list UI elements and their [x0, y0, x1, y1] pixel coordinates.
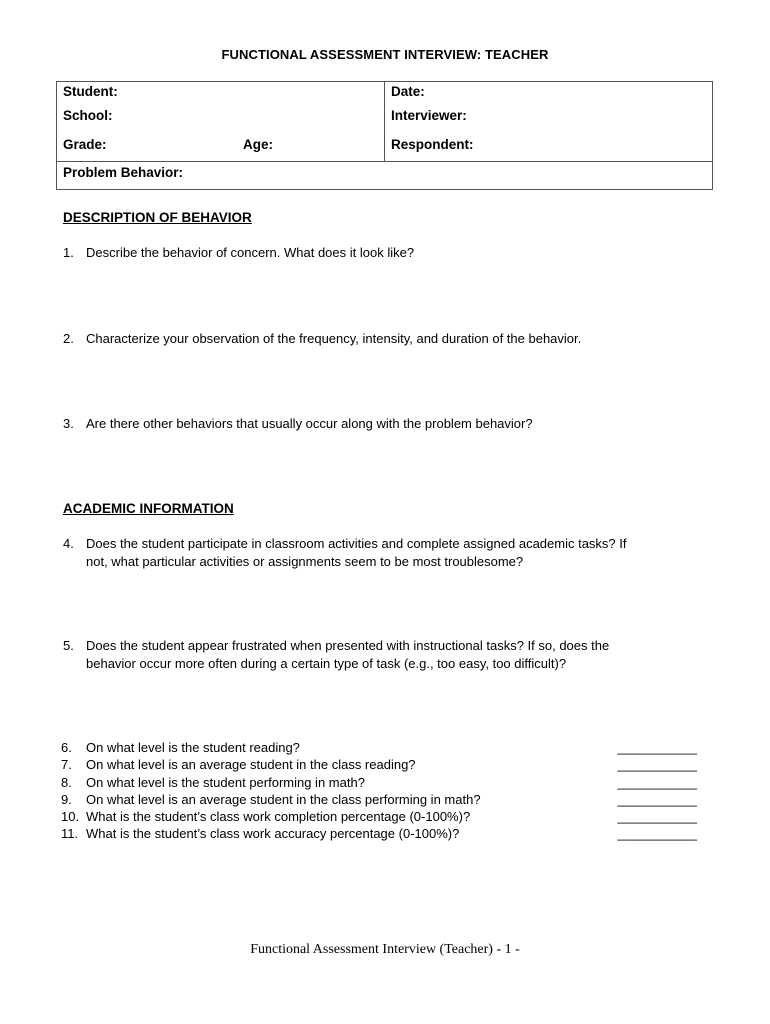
question-item	[63, 415, 703, 433]
short-question-row	[61, 739, 711, 756]
question-text: On what level is an average student in the class performing in math?	[86, 791, 481, 807]
interviewer-field-label: Interviewer:	[391, 108, 467, 123]
page-footer: Functional Assessment Interview (Teacher) - 1 -	[250, 942, 520, 957]
question-number: 5.	[63, 638, 74, 653]
answer-blank-line[interactable]: ___________	[617, 809, 697, 825]
question-text: Characterize your observation of the frequency, intensity, and duration of the behavior.	[86, 331, 582, 346]
question-text: Does the student appear frustrated when presented with instructional tasks? If so, does the	[86, 638, 610, 653]
question-text: Are there other behaviors that usually occur along with the problem behavior?	[86, 416, 533, 431]
answer-blank-line[interactable]: ___________	[617, 757, 697, 773]
student-field-label: Student:	[63, 84, 118, 99]
table-divider-horizontal	[57, 161, 712, 162]
age-field-label: Age:	[243, 137, 273, 152]
question-text-continued: not, what particular activities or assignments seem to be most troublesome?	[86, 554, 524, 569]
short-question-row	[61, 791, 711, 808]
question-number: 6.	[61, 740, 72, 755]
academic-section-heading: ACADEMIC INFORMATION	[63, 501, 234, 516]
date-field-label: Date:	[391, 84, 425, 99]
question-text: What is the student’s class work completion percentage (0-100%)?	[86, 809, 471, 825]
question-text-continued: behavior occur more often during a certain type of task (e.g., too easy, too difficult)?	[86, 656, 567, 671]
question-text: Describe the behavior of concern. What does it look like?	[86, 245, 415, 260]
question-number: 4.	[63, 536, 74, 551]
answer-blank-line[interactable]: ___________	[617, 774, 697, 790]
question-number: 10.	[61, 809, 80, 825]
question-text: What is the student’s class work accuracy percentage (0-100%)?	[86, 826, 460, 842]
question-item	[63, 330, 703, 348]
question-text: Does the student participate in classroom activities and complete assigned academic tasks? If	[86, 536, 627, 551]
question-number: 2.	[63, 331, 74, 346]
short-question-row	[61, 756, 711, 773]
question-item	[63, 535, 703, 571]
question-text: On what level is the student reading?	[86, 740, 300, 755]
respondent-field-label: Respondent:	[391, 137, 474, 152]
question-number: 8.	[61, 774, 72, 790]
question-number: 7.	[61, 757, 72, 773]
question-number: 9.	[61, 791, 72, 807]
grade-field-label: Grade:	[63, 137, 107, 152]
page-title: FUNCTIONAL ASSESSMENT INTERVIEW: TEACHER	[221, 47, 549, 62]
short-answer-list	[61, 739, 711, 843]
question-text: On what level is an average student in the class reading?	[86, 757, 416, 773]
question-text: On what level is the student performing in math?	[86, 774, 365, 790]
school-field-label: School:	[63, 108, 113, 123]
question-number: 3.	[63, 416, 74, 431]
description-section-heading: DESCRIPTION OF BEHAVIOR	[63, 210, 252, 225]
short-question-row	[61, 808, 711, 825]
question-number: 11.	[61, 826, 79, 842]
short-question-row	[61, 774, 711, 791]
problem-behavior-field-label: Problem Behavior:	[63, 165, 184, 180]
answer-blank-line[interactable]: ___________	[617, 826, 697, 842]
question-item	[63, 637, 703, 673]
table-divider-vertical	[384, 82, 385, 161]
question-number: 1.	[63, 245, 74, 260]
answer-blank-line[interactable]: ___________	[617, 740, 697, 755]
question-item	[63, 244, 703, 262]
short-question-row	[61, 825, 711, 842]
answer-blank-line[interactable]: ___________	[617, 791, 697, 807]
